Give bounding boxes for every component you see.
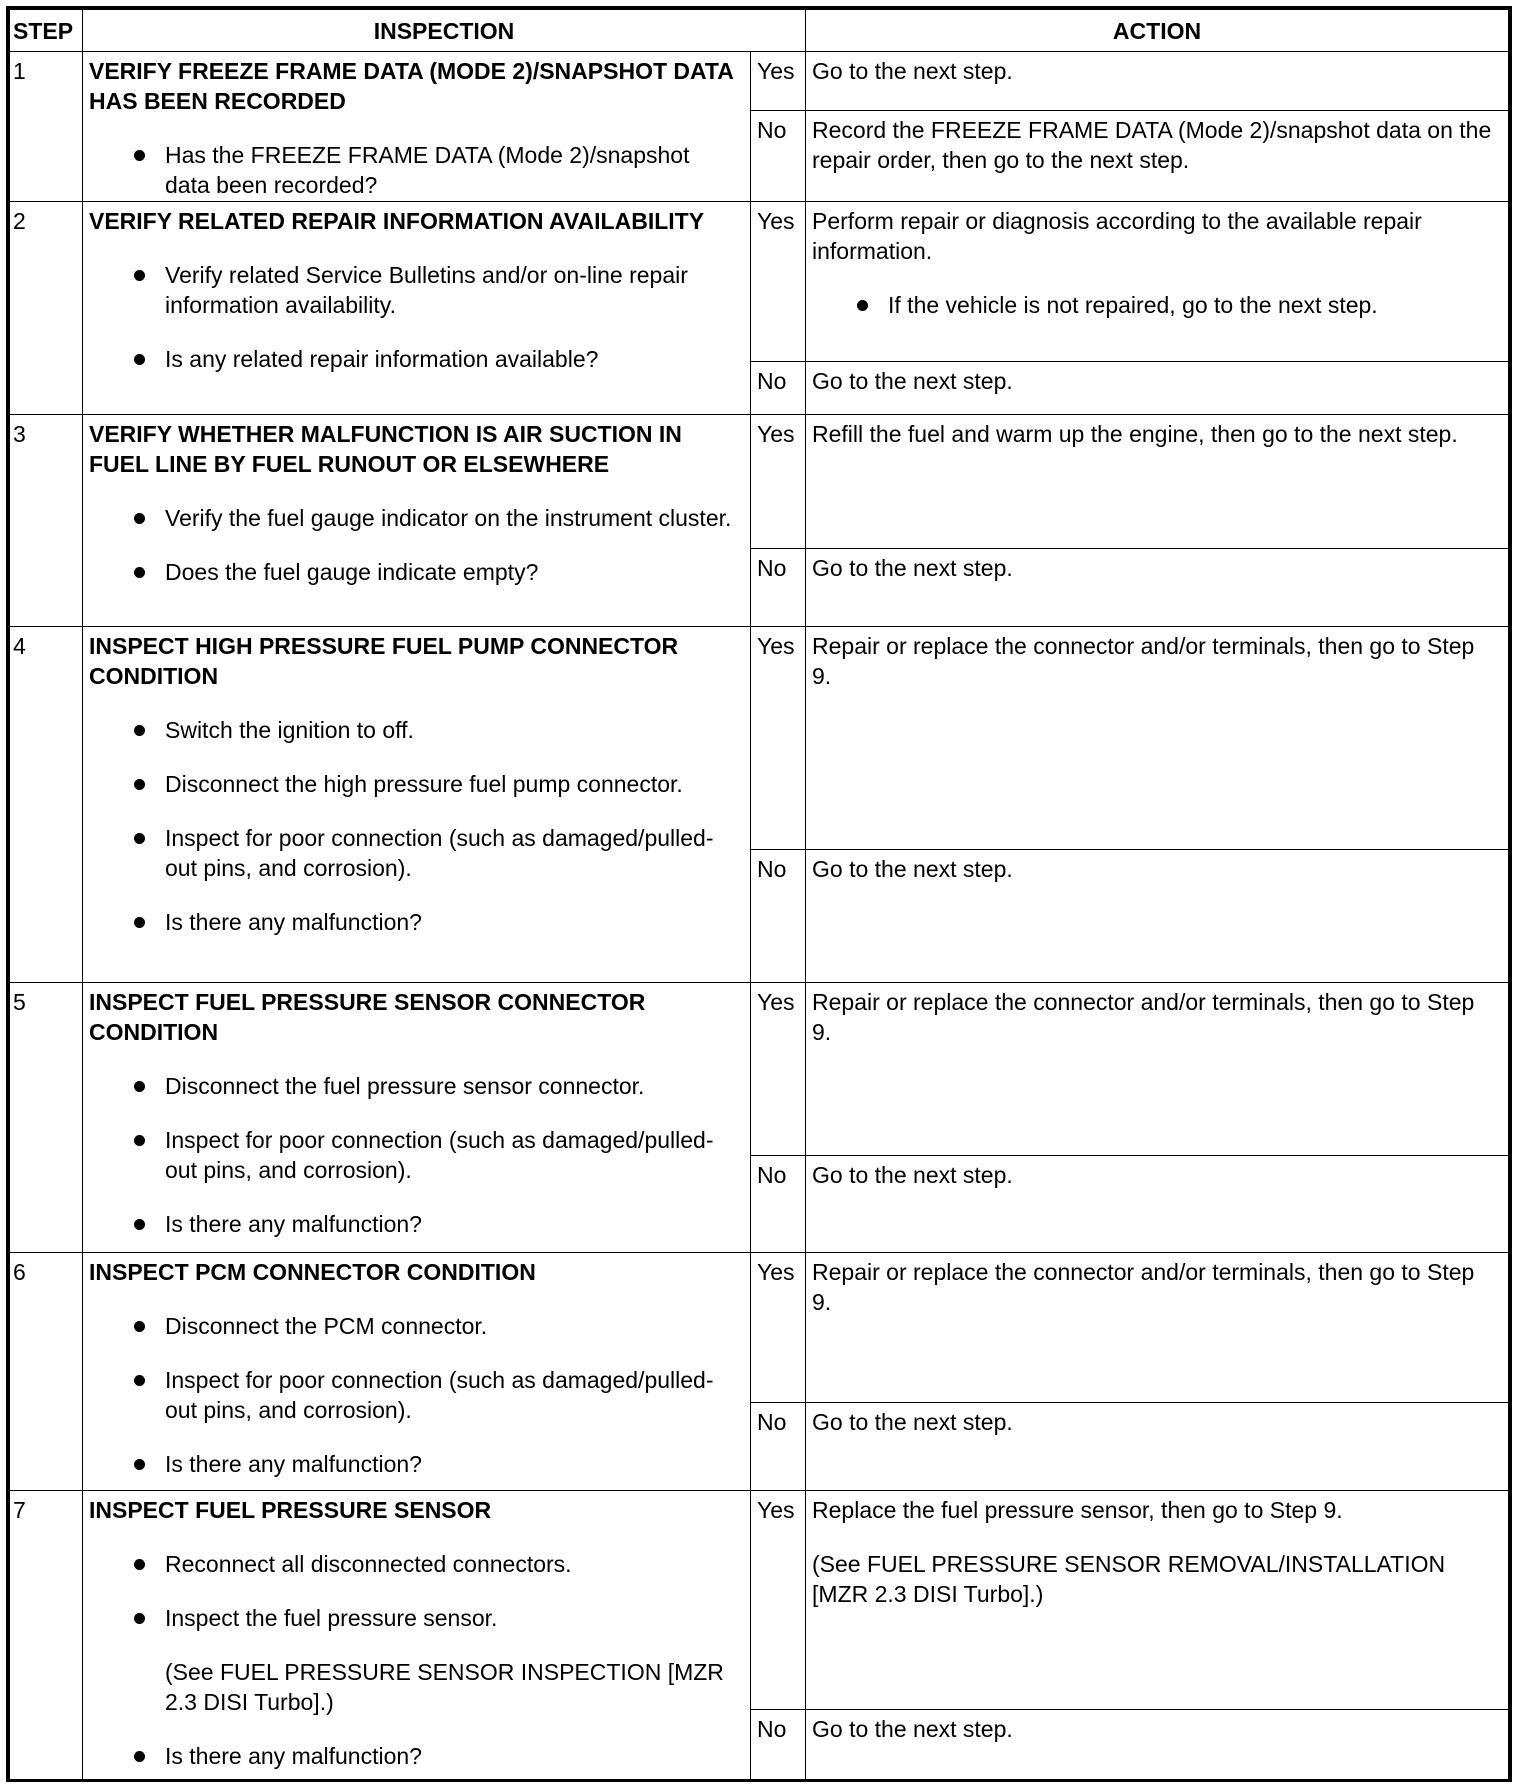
yes-label: Yes xyxy=(751,415,806,549)
step-1-yes-row xyxy=(10,52,1509,111)
yes-label: Yes xyxy=(751,1253,806,1403)
bullet-item: Inspect for poor connection (such as damaged/pulled-out pins, and corrosion). xyxy=(89,823,736,883)
no-action: Record the FREEZE FRAME DATA (Mode 2)/snapshot data on the repair order, then go to the next step. xyxy=(806,111,1509,202)
no-label: No xyxy=(751,1710,806,1780)
yes-label: Yes xyxy=(751,983,806,1156)
diagnostic-procedure-table xyxy=(9,9,1509,1780)
action-header: ACTION xyxy=(806,10,1509,52)
bullet-list xyxy=(89,140,736,200)
step-number: 5 xyxy=(10,983,83,1253)
inspection-header: INSPECTION xyxy=(83,10,806,52)
step-title: INSPECT FUEL PRESSURE SENSOR xyxy=(89,1497,492,1523)
diagnostic-table-frame xyxy=(6,6,1512,1782)
bullet-item: If the vehicle is not repaired, go to the next step. xyxy=(812,290,1494,320)
no-label: No xyxy=(751,1156,806,1253)
spacer xyxy=(89,1633,736,1657)
bullet-item: Verify the fuel gauge indicator on the instrument cluster. xyxy=(89,503,736,533)
yes-action: Perform repair or diagnosis according to the available repair information. xyxy=(812,208,1422,264)
step-title: INSPECT HIGH PRESSURE FUEL PUMP CONNECTOR CONDITION xyxy=(89,633,679,689)
bullet-item: Disconnect the high pressure fuel pump connector. xyxy=(89,769,736,799)
reference-note: (See FUEL PRESSURE SENSOR INSPECTION [MZR 2.3 DISI Turbo].) xyxy=(165,1659,724,1715)
yes-action: Replace the fuel pressure sensor, then go to Step 9. xyxy=(812,1497,1343,1523)
bullet-list xyxy=(812,290,1494,320)
yes-action: Repair or replace the connector and/or terminals, then go to Step 9. xyxy=(806,627,1509,850)
bullet-item: Disconnect the fuel pressure sensor connector. xyxy=(89,1071,736,1101)
bullet-item: Has the FREEZE FRAME DATA (Mode 2)/snapshot data been recorded? xyxy=(89,140,736,200)
yes-action: Go to the next step. xyxy=(806,52,1509,111)
no-label: No xyxy=(751,1403,806,1491)
no-action: Go to the next step. xyxy=(806,549,1509,627)
step-number: 6 xyxy=(10,1253,83,1491)
bullet-item: Inspect for poor connection (such as damaged/pulled-out pins, and corrosion). xyxy=(89,1365,736,1425)
step-5-inspection xyxy=(83,983,751,1253)
step-5-yes-row xyxy=(10,983,1509,1156)
bullet-item: Is there any malfunction? xyxy=(89,907,736,937)
yes-action-cell xyxy=(806,1491,1509,1710)
no-action: Go to the next step. xyxy=(806,1156,1509,1253)
no-label: No xyxy=(751,362,806,415)
step-header: STEP xyxy=(10,10,83,52)
step-number: 1 xyxy=(10,52,83,202)
yes-action: Repair or replace the connector and/or terminals, then go to Step 9. xyxy=(806,983,1509,1156)
step-1-inspection xyxy=(83,52,751,202)
step-number: 2 xyxy=(10,202,83,415)
step-2-inspection xyxy=(83,202,751,415)
bullet-item: Switch the ignition to off. xyxy=(89,715,736,745)
bullet-item: Is any related repair information available? xyxy=(89,344,736,374)
bullet-item: Verify related Service Bulletins and/or on-line repair information availability. xyxy=(89,260,736,320)
bullet-item: Does the fuel gauge indicate empty? xyxy=(89,557,736,587)
step-title: VERIFY WHETHER MALFUNCTION IS AIR SUCTION IN FUEL LINE BY FUEL RUNOUT OR ELSEWHERE xyxy=(89,421,682,477)
no-label: No xyxy=(751,850,806,983)
yes-action: Repair or replace the connector and/or terminals, then go to Step 9. xyxy=(806,1253,1509,1403)
step-title: VERIFY RELATED REPAIR INFORMATION AVAILABILITY xyxy=(89,208,705,234)
bullet-item: Inspect the fuel pressure sensor. xyxy=(89,1603,736,1633)
step-title: INSPECT FUEL PRESSURE SENSOR CONNECTOR CONDITION xyxy=(89,989,646,1045)
no-action: Go to the next step. xyxy=(806,362,1509,415)
yes-action: Refill the fuel and warm up the engine, then go to the next step. xyxy=(806,415,1509,549)
no-label: No xyxy=(751,111,806,202)
bullet-list xyxy=(89,1311,736,1479)
step-2-yes-row xyxy=(10,202,1509,362)
bullet-item: Is there any malfunction? xyxy=(89,1449,736,1479)
step-number: 3 xyxy=(10,415,83,627)
no-action: Go to the next step. xyxy=(806,850,1509,983)
yes-action-cell xyxy=(806,202,1509,362)
header-row xyxy=(10,10,1509,52)
bullet-item: Is there any malfunction? xyxy=(89,1209,736,1239)
bullet-item: Inspect for poor connection (such as damaged/pulled-out pins, and corrosion). xyxy=(89,1125,736,1185)
step-title: INSPECT PCM CONNECTOR CONDITION xyxy=(89,1259,536,1285)
step-number: 4 xyxy=(10,627,83,983)
step-3-yes-row xyxy=(10,415,1509,549)
bullet-list xyxy=(89,503,736,587)
step-3-inspection xyxy=(83,415,751,627)
reference-note: (See FUEL PRESSURE SENSOR REMOVAL/INSTALLATION [MZR 2.3 DISI Turbo].) xyxy=(812,1551,1446,1607)
step-4-inspection xyxy=(83,627,751,983)
yes-label: Yes xyxy=(751,1491,806,1710)
bullet-item: Is there any malfunction? xyxy=(89,1741,736,1771)
bullet-item: Disconnect the PCM connector. xyxy=(89,1311,736,1341)
bullet-list xyxy=(89,1549,736,1633)
bullet-item: Reconnect all disconnected connectors. xyxy=(89,1549,736,1579)
step-6-inspection xyxy=(83,1253,751,1491)
step-number: 7 xyxy=(10,1491,83,1780)
yes-label: Yes xyxy=(751,627,806,850)
bullet-list xyxy=(89,1741,736,1771)
bullet-list xyxy=(89,260,736,374)
bullet-list xyxy=(89,1071,736,1239)
no-action: Go to the next step. xyxy=(806,1403,1509,1491)
step-4-yes-row xyxy=(10,627,1509,850)
step-6-yes-row xyxy=(10,1253,1509,1403)
bullet-list xyxy=(89,715,736,937)
step-7-yes-row xyxy=(10,1491,1509,1710)
step-7-inspection xyxy=(83,1491,751,1780)
yes-label: Yes xyxy=(751,202,806,362)
no-action: Go to the next step. xyxy=(806,1710,1509,1780)
step-title: VERIFY FREEZE FRAME DATA (MODE 2)/SNAPSHOT DATA HAS BEEN RECORDED xyxy=(89,58,734,114)
no-label: No xyxy=(751,549,806,627)
yes-label: Yes xyxy=(751,52,806,111)
